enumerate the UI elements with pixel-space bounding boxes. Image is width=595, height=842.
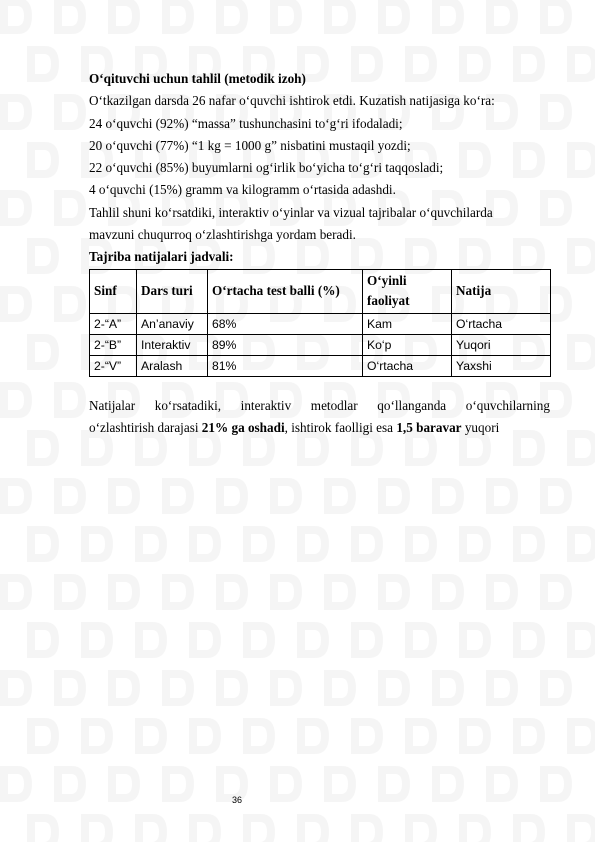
conclusion-text: yuqori — [461, 419, 500, 435]
header-dars-turi: Dars turi — [137, 269, 208, 313]
watermark-tile — [320, 0, 360, 38]
header-oyinli-faoliyat-line1: O‘yinli — [367, 273, 407, 289]
observation-item: 24 o‘quvchi (92%) “massa” tushunchasini to‘g‘ri ifodaladi; — [89, 115, 403, 131]
watermark-tile — [347, 618, 387, 662]
watermark-tile — [212, 0, 252, 38]
conclusion-highlight-increase: 21% ga oshadi — [201, 419, 285, 435]
conclusion-paragraph — [89, 395, 550, 440]
watermark-tile — [536, 570, 576, 614]
observation-item: 20 o‘quvchi (77%) “1 kg = 1000 g” nisbatini mustaqil yozdi; — [89, 137, 411, 153]
page-content — [89, 68, 550, 439]
watermark-tile — [23, 330, 63, 374]
watermark-tile — [0, 666, 36, 710]
intro-paragraph: O‘tkazilgan darsda 26 nafar o‘quvchi ishtirok etdi. Kuzatish natijasiga ko‘ra: — [89, 93, 495, 109]
watermark-tile — [131, 618, 171, 662]
watermark-tile — [158, 762, 198, 806]
watermark-tile — [509, 522, 549, 566]
watermark-tile — [320, 474, 360, 518]
watermark-tile — [455, 522, 495, 566]
conclusion-line2 — [89, 420, 499, 435]
watermark-tile — [0, 762, 36, 806]
watermark-tile — [482, 474, 522, 518]
watermark-tile — [104, 474, 144, 518]
cell-test-balli: 68% — [208, 313, 363, 334]
cell-dars-turi: An’anaviy — [137, 313, 208, 334]
watermark-tile — [104, 762, 144, 806]
table-row — [90, 334, 551, 355]
watermark-tile — [428, 474, 468, 518]
cell-natija: Yuqori — [452, 334, 551, 355]
observation-item: 4 o‘quvchi (15%) gramm va kilogramm o‘rtasida adashdi. — [89, 182, 396, 198]
watermark-tile — [536, 666, 576, 710]
watermark-tile — [293, 714, 333, 758]
watermark-tile — [239, 810, 279, 842]
watermark-tile — [50, 378, 90, 422]
watermark-tile — [0, 0, 36, 38]
watermark-tile — [455, 618, 495, 662]
watermark-tile — [401, 618, 441, 662]
watermark-tile — [0, 570, 36, 614]
cell-oyinli-faoliyat: Kam — [363, 313, 452, 334]
watermark-tile — [293, 522, 333, 566]
conclusion-text: , ishtirok faolligi esa — [284, 419, 397, 435]
watermark-tile — [266, 666, 306, 710]
watermark-tile — [131, 522, 171, 566]
table-title: Tajriba natijalari jadvali: — [89, 249, 234, 265]
watermark-tile — [509, 714, 549, 758]
watermark-tile — [158, 474, 198, 518]
watermark-tile — [50, 762, 90, 806]
watermark-tile — [239, 522, 279, 566]
watermark-tile — [320, 762, 360, 806]
watermark-tile — [293, 810, 333, 842]
watermark-tile — [158, 0, 198, 38]
watermark-tile — [563, 618, 595, 662]
watermark-tile — [509, 810, 549, 842]
watermark-tile — [266, 570, 306, 614]
table-row — [90, 313, 551, 334]
watermark-tile — [482, 0, 522, 38]
watermark-tile — [0, 474, 36, 518]
cell-oyinli-faoliyat: O‘rtacha — [363, 355, 452, 376]
watermark-tile — [563, 522, 595, 566]
watermark-tile — [320, 666, 360, 710]
watermark-tile — [0, 282, 36, 326]
conclusion-highlight-ratio: 1,5 baravar — [396, 419, 462, 435]
watermark-tile — [401, 522, 441, 566]
cell-natija: Yaxshi — [452, 355, 551, 376]
watermark-tile — [158, 570, 198, 614]
watermark-tile — [212, 474, 252, 518]
watermark-tile — [563, 42, 595, 86]
watermark-tile — [509, 618, 549, 662]
watermark-tile — [0, 186, 36, 230]
cell-sinf: 2-“V” — [90, 355, 137, 376]
watermark-tile — [239, 618, 279, 662]
watermark-tile — [536, 762, 576, 806]
conclusion-line1: Natijalar ko‘rsatadiki, interaktiv metodlar qo‘llanganda o‘quvchilarning — [89, 397, 550, 413]
watermark-tile — [185, 810, 225, 842]
watermark-tile — [23, 138, 63, 182]
watermark-tile — [563, 426, 595, 470]
cell-test-balli: 81% — [208, 355, 363, 376]
watermark-tile — [455, 810, 495, 842]
watermark-tile — [77, 714, 117, 758]
watermark-tile — [563, 234, 595, 278]
watermark-tile — [482, 666, 522, 710]
watermark-tile — [374, 762, 414, 806]
watermark-tile — [212, 666, 252, 710]
watermark-tile — [563, 714, 595, 758]
header-natija: Natija — [452, 269, 551, 313]
watermark-tile — [347, 522, 387, 566]
watermark-tile — [455, 714, 495, 758]
watermark-tile — [563, 138, 595, 182]
watermark-tile — [23, 522, 63, 566]
conclusion-text: o‘zlashtirish darajasi — [89, 419, 202, 435]
watermark-tile — [23, 42, 63, 86]
cell-natija: O‘rtacha — [452, 313, 551, 334]
analysis-line: mavzuni chuqurroq o‘zlashtirishga yordam beradi. — [89, 227, 356, 243]
header-oyinli-faoliyat — [363, 269, 452, 313]
watermark-tile — [185, 714, 225, 758]
watermark-tile — [347, 810, 387, 842]
watermark-tile — [320, 570, 360, 614]
table-header-row — [90, 269, 551, 313]
watermark-tile — [374, 474, 414, 518]
watermark-tile — [23, 426, 63, 470]
watermark-tile — [50, 90, 90, 134]
watermark-tile — [23, 618, 63, 662]
watermark-tile — [23, 234, 63, 278]
cell-test-balli: 89% — [208, 334, 363, 355]
watermark-tile — [266, 0, 306, 38]
watermark-tile — [293, 618, 333, 662]
watermark-tile — [374, 0, 414, 38]
results-table — [89, 269, 551, 377]
header-ortacha-test-balli: O‘rtacha test balli (%) — [208, 269, 363, 313]
observation-item: 22 o‘quvchi (85%) buyumlarni og‘irlik bo‘yicha to‘g‘ri taqqosladi; — [89, 160, 444, 176]
watermark-tile — [266, 762, 306, 806]
watermark-tile — [185, 522, 225, 566]
watermark-tile — [374, 666, 414, 710]
watermark-tile — [428, 0, 468, 38]
header-oyinli-faoliyat-line2: faoliyat — [367, 293, 410, 309]
watermark-tile — [0, 378, 36, 422]
watermark-tile — [185, 618, 225, 662]
header-sinf: Sinf — [90, 269, 137, 313]
watermark-tile — [77, 522, 117, 566]
watermark-tile — [50, 570, 90, 614]
section-heading: O‘qituvchi uchun tahlil (metodik izoh) — [89, 71, 306, 86]
watermark-tile — [77, 618, 117, 662]
watermark-tile — [374, 570, 414, 614]
watermark-tile — [401, 714, 441, 758]
watermark-tile — [428, 570, 468, 614]
watermark-tile — [50, 474, 90, 518]
watermark-tile — [50, 282, 90, 326]
watermark-tile — [23, 810, 63, 842]
watermark-tile — [131, 714, 171, 758]
watermark-tile — [428, 666, 468, 710]
cell-sinf: 2-“B” — [90, 334, 137, 355]
cell-sinf: 2-“A” — [90, 313, 137, 334]
watermark-tile — [50, 186, 90, 230]
watermark-tile — [428, 762, 468, 806]
watermark-tile — [239, 714, 279, 758]
cell-dars-turi: Interaktiv — [137, 334, 208, 355]
watermark-tile — [212, 570, 252, 614]
watermark-tile — [563, 810, 595, 842]
watermark-tile — [536, 0, 576, 38]
watermark-tile — [401, 810, 441, 842]
page-number: 36 — [232, 795, 243, 805]
watermark-tile — [482, 762, 522, 806]
watermark-tile — [104, 666, 144, 710]
watermark-tile — [482, 570, 522, 614]
watermark-tile — [50, 666, 90, 710]
watermark-tile — [563, 330, 595, 374]
watermark-tile — [23, 714, 63, 758]
watermark-tile — [0, 90, 36, 134]
watermark-tile — [158, 666, 198, 710]
watermark-tile — [347, 714, 387, 758]
watermark-tile — [77, 810, 117, 842]
cell-dars-turi: Aralash — [137, 355, 208, 376]
watermark-tile — [50, 0, 90, 38]
table-row — [90, 355, 551, 376]
watermark-tile — [266, 474, 306, 518]
watermark-tile — [536, 474, 576, 518]
watermark-tile — [104, 570, 144, 614]
cell-oyinli-faoliyat: Ko‘p — [363, 334, 452, 355]
watermark-tile — [131, 810, 171, 842]
watermark-tile — [104, 0, 144, 38]
analysis-line: Tahlil shuni ko‘rsatdiki, interaktiv o‘yinlar va vizual tajribalar o‘quvchilarda — [89, 204, 493, 220]
